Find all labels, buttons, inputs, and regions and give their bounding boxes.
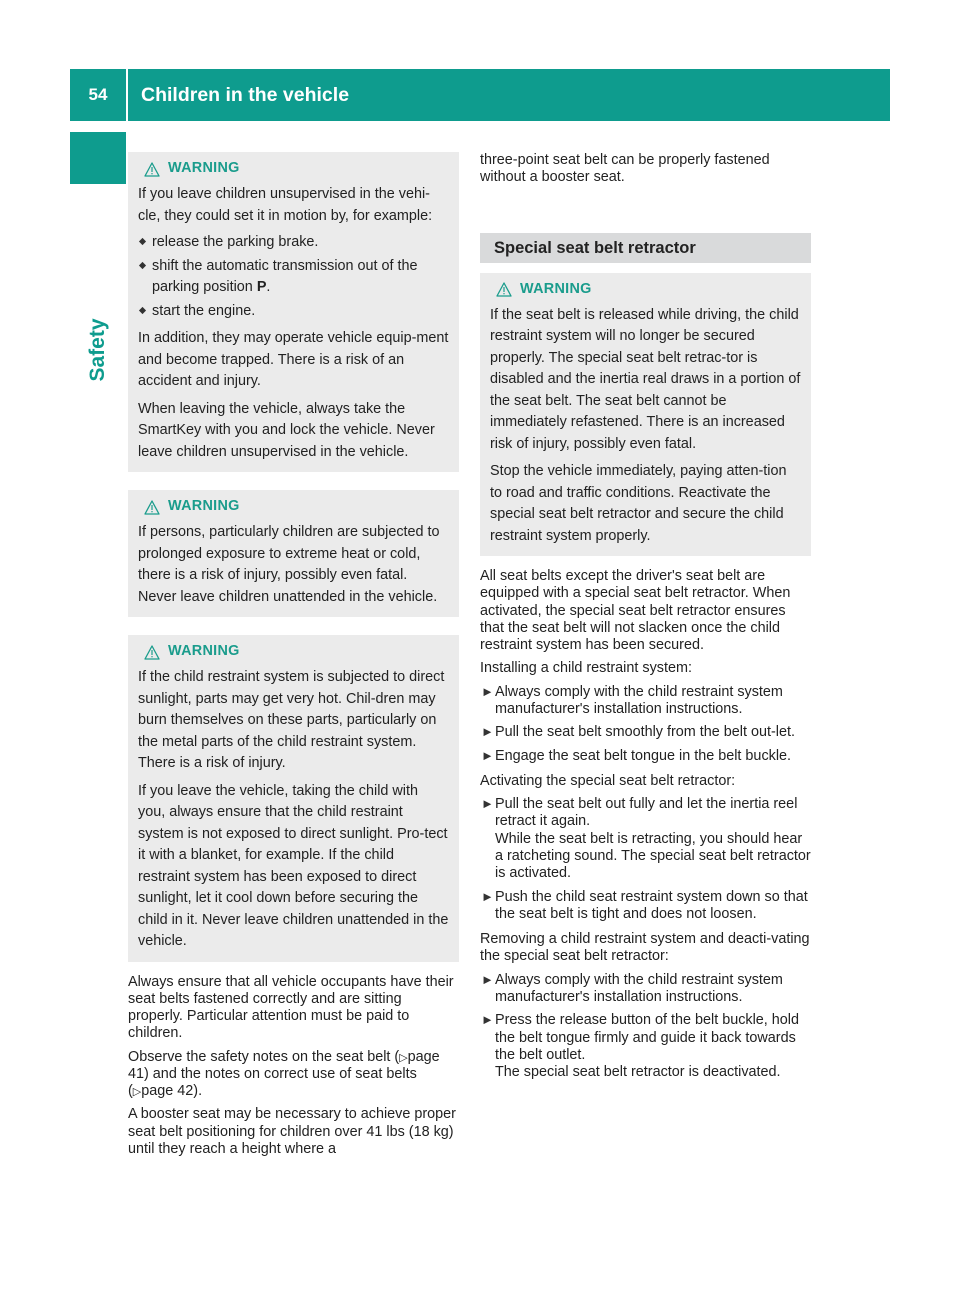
warning-paragraph: If the child restraint system is subjected to direct sunlight, parts may get very hot. Chil-dren may burn themselves on these parts, particularly on the metal parts of the child restraint system. There is a risk of injury. <box>138 669 445 771</box>
text-run: ) and the notes on correct use of seat belts ( <box>128 1065 417 1100</box>
header-divider <box>126 69 128 121</box>
body-paragraph: three-point seat belt can be properly fastened without a booster seat. <box>480 152 770 186</box>
warning-paragraph: If you leave the vehicle, taking the child with you, always ensure that the child restraint system is not exposed to direct sunlight. Pro-tect it with a blanket, for example. If the child restraint system has been exposed to direct sunlight, let it cool down before securing the child in it. Never leave children unattended in the vehicle. <box>138 782 449 949</box>
page-number: 54 <box>88 85 108 104</box>
warning-title: WARNING <box>168 643 240 660</box>
section-tab-block <box>70 132 126 184</box>
step-text: Pull the seat belt smoothly from the belt out-let. <box>495 724 795 741</box>
activating-steps <box>480 796 811 923</box>
step-text: Always comply with the child restraint system manufacturer's installation instructions. <box>495 683 783 718</box>
list-item <box>138 256 449 299</box>
warning-intro: If you leave children unsupervised in the vehi-cle, they could set it in motion by, for example: <box>138 186 433 224</box>
warning-triangle-icon <box>144 162 160 177</box>
warning-triangle-icon <box>144 645 160 660</box>
section-heading: Special seat belt retractor <box>480 233 811 263</box>
text-run: Observe the safety notes on the seat belt ( <box>128 1048 400 1065</box>
page-reference-triangle-icon: ▷ <box>132 1086 142 1099</box>
warning-paragraph: When leaving the vehicle, always take the SmartKey with you and lock the vehicle. Never leave children unsupervised in the vehicle. <box>138 400 435 460</box>
installing-steps <box>480 684 811 765</box>
step-text: Pull the seat belt out fully and let the inertia reel retract it again. <box>495 796 798 830</box>
warning-title: WARNING <box>168 498 240 515</box>
warning-paragraph: In addition, they may operate vehicle equip-ment and become trapped. There is a risk of an accident and injury. <box>138 330 449 389</box>
step-arrow-icon: ► <box>481 747 494 763</box>
gear-position-p: P <box>256 279 267 295</box>
step-arrow-icon: ► <box>481 683 494 699</box>
step-arrow-icon: ► <box>481 971 494 987</box>
page-title: Children in the vehicle <box>141 84 350 106</box>
page-ref-link[interactable]: page 42 <box>141 1083 194 1100</box>
step-note: While the seat belt is retracting, you should hear a ratcheting sound. The special seat belt retractor is activated. <box>495 830 811 882</box>
list-item <box>480 724 811 741</box>
section-side-label: Safety <box>86 318 109 382</box>
step-text: Always comply with the child restraint system manufacturer's installation instructions. <box>495 971 783 1005</box>
removing-steps <box>480 972 811 1082</box>
warning-header <box>144 643 449 661</box>
warning-header <box>144 498 449 516</box>
warning-box-sunlight <box>128 635 459 962</box>
list-item <box>480 972 811 1007</box>
right-column <box>480 152 811 1089</box>
list-item <box>480 1012 811 1081</box>
warning-header <box>144 160 449 178</box>
body-paragraph-refs <box>128 1049 459 1101</box>
procedure-label: Activating the special seat belt retractor: <box>480 772 736 789</box>
step-arrow-icon: ► <box>481 724 494 740</box>
body-paragraph: A booster seat may be necessary to achieve proper seat belt positioning for children over 41 lbs (18 kg) until they reach a height where a <box>128 1106 456 1158</box>
warning-triangle-icon <box>144 500 160 515</box>
warning-title: WARNING <box>520 280 592 297</box>
warning-header <box>496 281 801 299</box>
text-run: ). <box>193 1083 203 1100</box>
warning-box-unsupervised <box>128 152 459 472</box>
warning-bullet-list <box>138 232 449 322</box>
step-text: Press the release button of the belt buckle, hold the belt tongue firmly and guide it back towards the belt outlet. <box>495 1012 799 1063</box>
warning-box-heat <box>128 490 459 617</box>
step-arrow-icon: ► <box>481 796 494 812</box>
warning-title: WARNING <box>168 160 240 177</box>
page-reference-triangle-icon: ▷ <box>399 1051 408 1064</box>
list-item-end: . <box>266 279 271 295</box>
page-ref-link[interactable]: page 41 <box>128 1048 440 1082</box>
step-text: Engage the seat belt tongue in the belt buckle. <box>495 747 792 764</box>
step-arrow-icon: ► <box>481 888 494 904</box>
list-item <box>480 889 811 924</box>
step-arrow-icon: ► <box>481 1012 494 1028</box>
list-item <box>480 796 811 882</box>
procedure-label: Installing a child restraint system: <box>480 660 692 677</box>
warning-box-retractor <box>480 273 811 557</box>
body-paragraph: All seat belts except the driver's seat belt are equipped with a special seat belt retractor. When activated, the special seat belt retractor ensures that the seat belt will not slacken once the child restraint system has been secured. <box>480 568 791 654</box>
warning-paragraph: If the seat belt is released while driving, the child restraint system will no longer be secured properly. The special seat belt retrac-tor is disabled and the inertia real draws in a portion of the seat belt. The seat belt cannot be immediately refastened. There is an increased risk of injury, possibly even fatal. <box>490 306 801 452</box>
body-paragraph: Always ensure that all vehicle occupants have their seat belts fastened correctly and are sitting properly. Particular attention must be paid to children. <box>128 973 454 1042</box>
left-column <box>128 152 459 1164</box>
list-item <box>480 684 811 719</box>
list-item-text: shift the automatic transmission out of the parking position <box>152 257 418 295</box>
warning-paragraph: Stop the vehicle immediately, paying atten-tion to road and traffic conditions. Reactivate the special seat belt retractor and secure the child restraint system properly. <box>490 463 787 544</box>
step-note: The special seat belt retractor is deactivated. <box>495 1064 781 1081</box>
list-item: release the parking brake. <box>138 232 449 254</box>
step-text: Push the child seat restraint system down so that the seat belt is tight and does not loosen. <box>495 888 808 922</box>
procedure-label: Removing a child restraint system and deacti-vating the special seat belt retractor: <box>480 931 810 965</box>
list-item <box>480 748 811 765</box>
warning-triangle-icon <box>496 282 512 297</box>
list-item: start the engine. <box>138 301 449 323</box>
warning-paragraph: If persons, particularly children are subjected to prolonged exposure to extreme heat or cold, there is a risk of injury, possibly even fatal. Never leave children unattended in the vehicle. <box>138 524 440 605</box>
